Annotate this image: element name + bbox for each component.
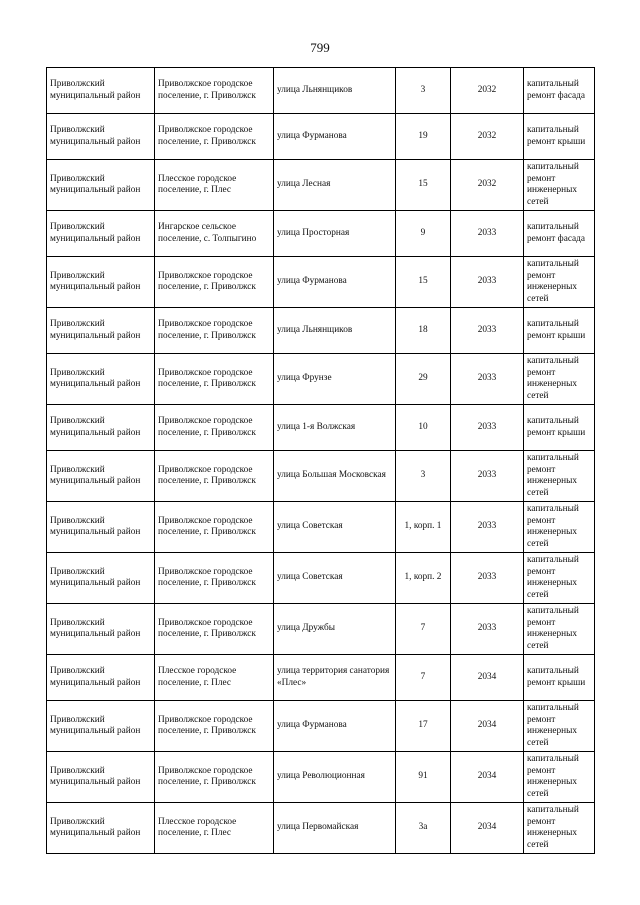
cell-work-type: капитальный ремонт инженерных сетей	[524, 502, 595, 553]
cell-district: Приволжский муниципальный район	[47, 354, 155, 405]
cell-street: улица 1-я Волжская	[274, 405, 396, 451]
cell-house-number: 9	[396, 211, 451, 257]
cell-year: 2034	[451, 803, 524, 854]
cell-street: улица Просторная	[274, 211, 396, 257]
cell-street: улица Льнянщиков	[274, 68, 396, 114]
cell-street: улица Фрунзе	[274, 354, 396, 405]
cell-district: Приволжский муниципальный район	[47, 211, 155, 257]
cell-district: Приволжский муниципальный район	[47, 451, 155, 502]
cell-work-type: капитальный ремонт инженерных сетей	[524, 553, 595, 604]
table-row	[47, 257, 595, 308]
cell-work-type: капитальный ремонт фасада	[524, 211, 595, 257]
cell-settlement: Приволжское городское поселение, г. Приволжск	[155, 354, 274, 405]
cell-work-type: капитальный ремонт крыши	[524, 308, 595, 354]
cell-district: Приволжский муниципальный район	[47, 655, 155, 701]
cell-work-type: капитальный ремонт крыши	[524, 114, 595, 160]
cell-year: 2032	[451, 68, 524, 114]
cell-district: Приволжский муниципальный район	[47, 160, 155, 211]
cell-work-type: капитальный ремонт инженерных сетей	[524, 354, 595, 405]
table-body	[47, 68, 595, 854]
cell-district: Приволжский муниципальный район	[47, 502, 155, 553]
cell-house-number: 17	[396, 701, 451, 752]
cell-house-number: 15	[396, 160, 451, 211]
cell-year: 2034	[451, 752, 524, 803]
table-row	[47, 68, 595, 114]
cell-house-number: 3а	[396, 803, 451, 854]
cell-settlement: Плесское городское поселение, г. Плес	[155, 160, 274, 211]
cell-settlement: Приволжское городское поселение, г. Приволжск	[155, 68, 274, 114]
cell-work-type: капитальный ремонт инженерных сетей	[524, 160, 595, 211]
cell-street: улица Советская	[274, 502, 396, 553]
cell-house-number: 1, корп. 1	[396, 502, 451, 553]
table-row	[47, 502, 595, 553]
cell-house-number: 1, корп. 2	[396, 553, 451, 604]
cell-settlement: Приволжское городское поселение, г. Приволжск	[155, 701, 274, 752]
cell-street: улица Первомайская	[274, 803, 396, 854]
cell-work-type: капитальный ремонт инженерных сетей	[524, 752, 595, 803]
table-row	[47, 211, 595, 257]
cell-district: Приволжский муниципальный район	[47, 701, 155, 752]
cell-settlement: Приволжское городское поселение, г. Приволжск	[155, 114, 274, 160]
cell-district: Приволжский муниципальный район	[47, 114, 155, 160]
cell-house-number: 19	[396, 114, 451, 160]
cell-settlement: Приволжское городское поселение, г. Приволжск	[155, 405, 274, 451]
cell-year: 2033	[451, 308, 524, 354]
repair-schedule-table	[46, 67, 595, 854]
cell-district: Приволжский муниципальный район	[47, 257, 155, 308]
table-row	[47, 803, 595, 854]
cell-street: улица территория санатория «Плес»	[274, 655, 396, 701]
cell-house-number: 91	[396, 752, 451, 803]
cell-year: 2033	[451, 553, 524, 604]
cell-street: улица Льнянщиков	[274, 308, 396, 354]
cell-house-number: 10	[396, 405, 451, 451]
cell-year: 2033	[451, 604, 524, 655]
table-row	[47, 752, 595, 803]
cell-district: Приволжский муниципальный район	[47, 604, 155, 655]
cell-year: 2032	[451, 160, 524, 211]
table-row	[47, 354, 595, 405]
cell-year: 2034	[451, 701, 524, 752]
cell-house-number: 29	[396, 354, 451, 405]
cell-work-type: капитальный ремонт крыши	[524, 405, 595, 451]
cell-district: Приволжский муниципальный район	[47, 308, 155, 354]
cell-house-number: 7	[396, 604, 451, 655]
cell-street: улица Лесная	[274, 160, 396, 211]
cell-street: улица Советская	[274, 553, 396, 604]
cell-year: 2033	[451, 451, 524, 502]
table-row	[47, 114, 595, 160]
table-row	[47, 701, 595, 752]
cell-street: улица Фурманова	[274, 257, 396, 308]
cell-work-type: капитальный ремонт крыши	[524, 655, 595, 701]
table-row	[47, 655, 595, 701]
cell-year: 2033	[451, 354, 524, 405]
cell-street: улица Революционная	[274, 752, 396, 803]
cell-house-number: 18	[396, 308, 451, 354]
cell-work-type: капитальный ремонт инженерных сетей	[524, 257, 595, 308]
cell-house-number: 7	[396, 655, 451, 701]
cell-work-type: капитальный ремонт инженерных сетей	[524, 803, 595, 854]
cell-settlement: Ингарское сельское поселение, с. Толпыгино	[155, 211, 274, 257]
cell-settlement: Приволжское городское поселение, г. Приволжск	[155, 257, 274, 308]
cell-district: Приволжский муниципальный район	[47, 405, 155, 451]
cell-street: улица Дружбы	[274, 604, 396, 655]
cell-work-type: капитальный ремонт инженерных сетей	[524, 604, 595, 655]
table-row	[47, 604, 595, 655]
table-row	[47, 308, 595, 354]
cell-settlement: Приволжское городское поселение, г. Приволжск	[155, 502, 274, 553]
cell-street: улица Фурманова	[274, 114, 396, 160]
cell-work-type: капитальный ремонт фасада	[524, 68, 595, 114]
cell-year: 2033	[451, 257, 524, 308]
table-row	[47, 451, 595, 502]
cell-district: Приволжский муниципальный район	[47, 553, 155, 604]
cell-district: Приволжский муниципальный район	[47, 803, 155, 854]
table-row	[47, 160, 595, 211]
cell-year: 2033	[451, 502, 524, 553]
cell-house-number: 3	[396, 451, 451, 502]
cell-work-type: капитальный ремонт инженерных сетей	[524, 451, 595, 502]
table-row	[47, 553, 595, 604]
cell-district: Приволжский муниципальный район	[47, 68, 155, 114]
cell-year: 2032	[451, 114, 524, 160]
cell-settlement: Приволжское городское поселение, г. Приволжск	[155, 451, 274, 502]
table-row	[47, 405, 595, 451]
cell-year: 2033	[451, 211, 524, 257]
cell-settlement: Приволжское городское поселение, г. Приволжск	[155, 308, 274, 354]
cell-year: 2033	[451, 405, 524, 451]
cell-district: Приволжский муниципальный район	[47, 752, 155, 803]
cell-settlement: Приволжское городское поселение, г. Приволжск	[155, 604, 274, 655]
cell-year: 2034	[451, 655, 524, 701]
cell-settlement: Плесское городское поселение, г. Плес	[155, 655, 274, 701]
page-number: 799	[310, 40, 330, 55]
cell-settlement: Плесское городское поселение, г. Плес	[155, 803, 274, 854]
cell-street: улица Фурманова	[274, 701, 396, 752]
cell-work-type: капитальный ремонт инженерных сетей	[524, 701, 595, 752]
cell-street: улица Большая Московская	[274, 451, 396, 502]
cell-settlement: Приволжское городское поселение, г. Приволжск	[155, 553, 274, 604]
cell-house-number: 15	[396, 257, 451, 308]
cell-house-number: 3	[396, 68, 451, 114]
cell-settlement: Приволжское городское поселение, г. Приволжск	[155, 752, 274, 803]
